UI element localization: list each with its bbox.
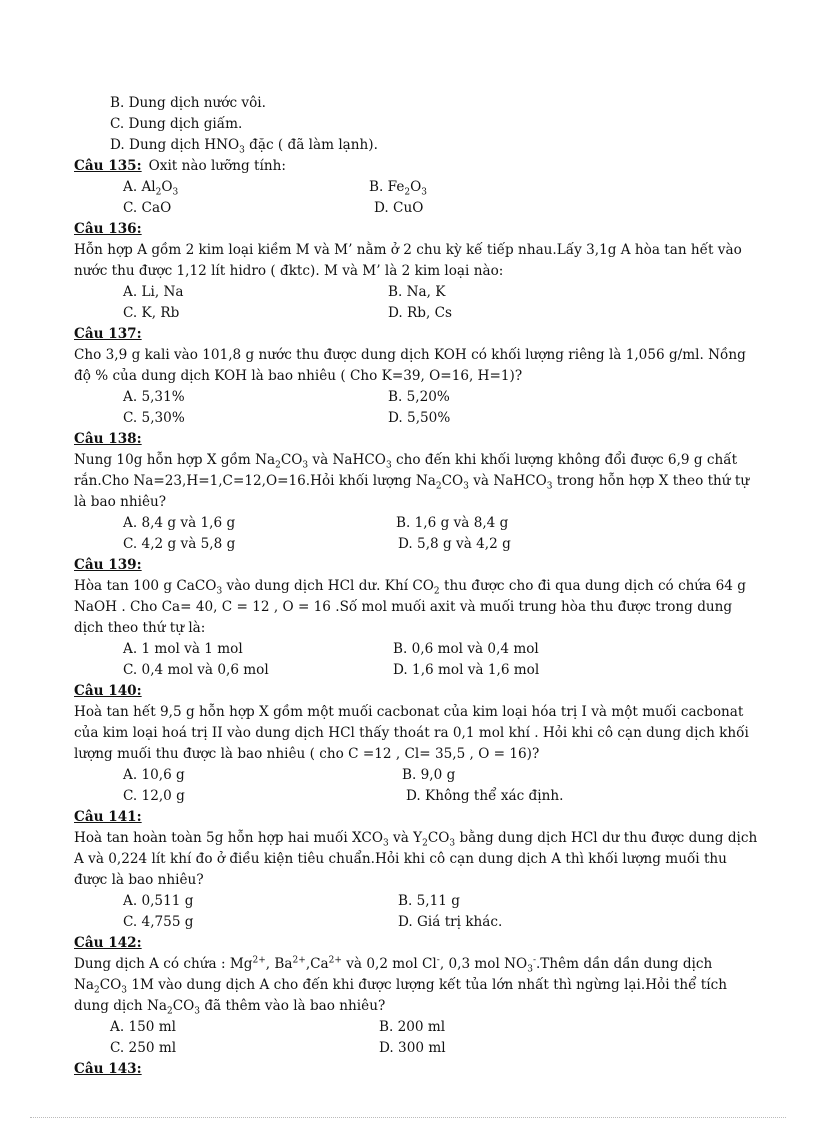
q137-option-c: C. 5,30% (123, 410, 185, 426)
q141-option-c: C. 4,755 g (123, 914, 194, 930)
q140-option-c: C. 12,0 g (123, 788, 185, 804)
q135-option-c: C. CaO (123, 200, 172, 216)
q140-option-d: D. Không thể xác định. (406, 788, 564, 804)
q135-option-d: D. CuO (374, 200, 424, 216)
question-137-label: Câu 137: (74, 326, 142, 342)
question-139-text: Hòa tan 100 g CaCO$_3$ vào dung dịch HCl dư. Khí $CO_2$ thu được cho đi qua dung dịch có chứa 64 g NaOH . Cho Ca= 40, C = 12 , O = 16 .Số mol muối axit và muối trung hòa thu được trong dung dịch theo thứ tự là: (74, 578, 746, 636)
q137-option-d: D. 5,50% (388, 410, 451, 426)
question-135-text: Oxit nào lưỡng tính: (140, 158, 286, 174)
question-142-label: Câu 142: (74, 935, 142, 951)
q136-option-a: A. Li, Na (123, 284, 184, 300)
q135-option-b: B. $Fe_2O_3$ (369, 179, 427, 198)
q136-option-c: C. K, Rb (123, 305, 180, 321)
q142-option-a: A. 150 ml (110, 1019, 176, 1035)
q136-option-d: D. Rb, Cs (388, 305, 453, 321)
q138-option-b: B. 1,6 g và 8,4 g (396, 515, 509, 531)
q139-option-d: D. 1,6 mol và 1,6 mol (393, 662, 540, 678)
question-140-text: Hoà tan hết 9,5 g hỗn hợp X gồm một muối cacbonat của kim loại hóa trị I và một muối cacbonat của kim loại hoá trị II vào dung dịch HCl thấy thoát ra 0,1 mol khí . Hỏi khi cô cạn dung dịch khối lượng muối thu được là bao nhiêu ( cho C =12 , Cl= 35,5 , O = 16)? (74, 704, 749, 762)
q141-option-b: B. 5,11 g (398, 893, 460, 909)
question-139-label: Câu 139: (74, 557, 142, 573)
question-142-text: Dung dịch A có chứa : $Mg^{2+}$, $Ba^{2+},Ca^{2+}$ và 0,2 mol Cl-, 0,3 mol $NO_3^-.Thêm$ dần dần dung dịch $Na_2CO_3$ 1M vào dung dịch A cho đến khi được lượng kết tủa lớn nhất thì ngừng lại.Hỏi thể tích dung dịch $Na_2CO_3$ đã thêm vào là bao nhiêu? (74, 955, 727, 1017)
q139-option-a: A. 1 mol và 1 mol (123, 641, 243, 657)
q140-option-b: B. 9,0 g (402, 767, 456, 783)
question-136-text: Hỗn hợp A gồm 2 kim loại kiềm M và M’ nằm ở 2 chu kỳ kế tiếp nhau.Lấy 3,1g A hòa tan hết vào nước thu được 1,12 lít hidro ( đktc). M và M’ là 2 kim loại nào: (74, 242, 742, 279)
question-137-text: Cho 3,9 g kali vào 101,8 g nước thu được dung dịch KOH có khối lượng riêng là 1,056 g/ml. Nồng độ % của dung dịch KOH là bao nhiêu ( Cho K=39, O=16, H=1)? (74, 347, 746, 384)
q142-option-c: C. 250 ml (110, 1040, 177, 1056)
q141-option-d: D. Giá trị khác. (398, 914, 503, 930)
footer-divider (30, 1117, 786, 1118)
q142-option-d: D. 300 ml (379, 1040, 446, 1056)
question-136-label: Câu 136: (74, 221, 142, 237)
q139-option-b: B. 0,6 mol và 0,4 mol (393, 641, 539, 657)
question-138-text: Nung 10g hỗn hợp X gồm $Na_2CO_3$ và NaHCO$_3$ cho đến khi khối lượng không đổi được 6,9 g chất rắn.Cho Na=23,H=1,C=12,O=16.Hỏi khối lượng $Na_2CO_3$ và NaHCO$_3$ trong hỗn hợp X theo thứ tự là bao nhiêu? (74, 452, 750, 510)
q140-option-a: A. 10,6 g (123, 767, 185, 783)
question-135-label: Câu 135: (74, 158, 142, 174)
option-b-prev: B. Dung dịch nước vôi. (110, 95, 266, 111)
q139-option-c: C. 0,4 mol và 0,6 mol (123, 662, 269, 678)
q137-option-a: A. 5,31% (123, 389, 185, 405)
q135-option-a: A. $Al_2O_3$ (123, 179, 179, 198)
q138-option-a: A. 8,4 g và 1,6 g (123, 515, 236, 531)
question-138-label: Câu 138: (74, 431, 142, 447)
q141-option-a: A. 0,511 g (123, 893, 194, 909)
option-d-prev: D. Dung dịch $HNO_3$ đặc ( đã làm lạnh). (110, 137, 378, 156)
question-140-label: Câu 140: (74, 683, 142, 699)
question-141-label: Câu 141: (74, 809, 142, 825)
q137-option-b: B. 5,20% (388, 389, 450, 405)
q142-option-b: B. 200 ml (379, 1019, 446, 1035)
question-141-text: Hoà tan hoàn toàn 5g hỗn hợp hai muối $XCO_3$ và $Y_2CO_3$ bằng dung dịch HCl dư thu được dung dịch A và 0,224 lít khí đo ở điều kiện tiêu chuẩn.Hỏi khi cô cạn dung dịch A thì khối lượng muối thu được là bao nhiêu? (74, 830, 758, 888)
q138-option-d: D. 5,8 g và 4,2 g (398, 536, 511, 552)
option-c-prev: C. Dung dịch giấm. (110, 116, 243, 132)
q138-option-c: C. 4,2 g và 5,8 g (123, 536, 236, 552)
q136-option-b: B. Na, K (388, 284, 446, 300)
question-143-label: Câu 143: (74, 1061, 142, 1077)
